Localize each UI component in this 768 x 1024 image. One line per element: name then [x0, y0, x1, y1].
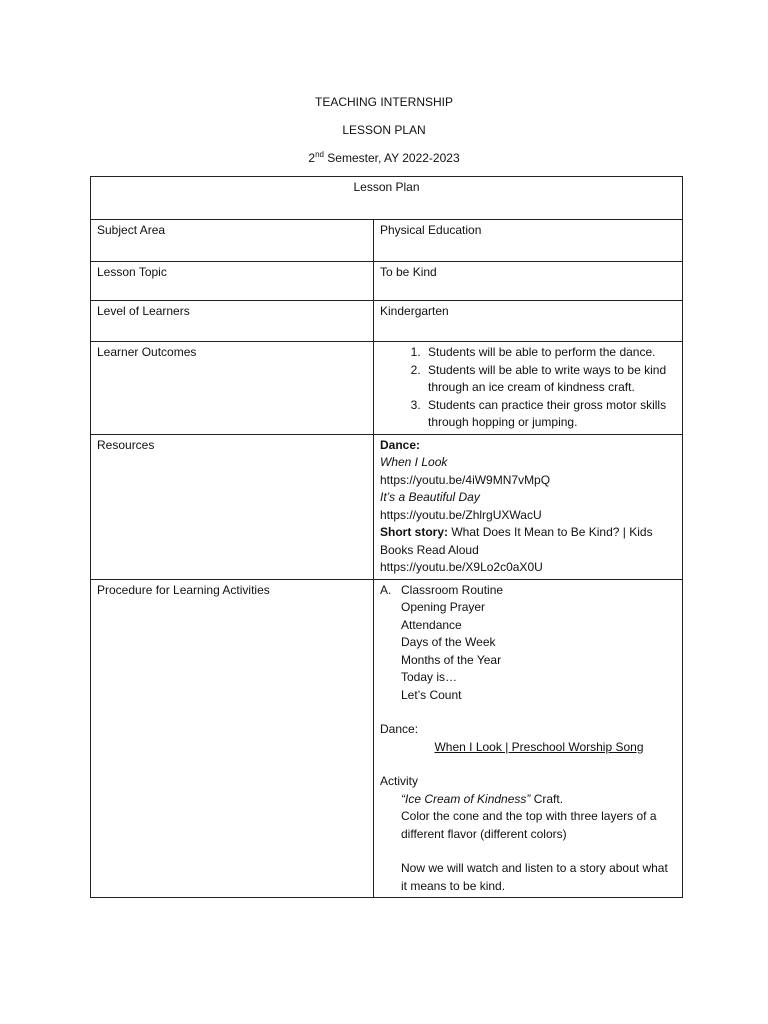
level-label: Level of Learners	[91, 301, 374, 342]
resource-song-title: It’s a Beautiful Day	[380, 490, 480, 504]
craft-title	[380, 791, 676, 809]
craft-suffix: Craft.	[530, 791, 564, 806]
resources-cell	[374, 434, 683, 579]
story-intro: Now we will watch and listen to a story about what it means to be kind.	[401, 861, 668, 893]
routine-item: Months of the Year	[401, 652, 502, 667]
section-title: Classroom Routine	[401, 582, 504, 597]
resources-dance-label: Dance:	[380, 437, 421, 452]
dance-link[interactable]: When I Look | Preschool Worship Song	[434, 739, 644, 754]
resource-story-url[interactable]: https://youtu.be/X9Lo2c0aX0U	[380, 560, 543, 574]
outcomes-label: Learner Outcomes	[91, 342, 374, 435]
routine-item: Today is…	[401, 670, 458, 684]
craft-instruction: Color the cone and the top with three layers of a different flavor (different colors)	[401, 809, 657, 841]
activity-label: Activity	[380, 774, 419, 788]
resource-song-title: When I Look	[380, 455, 448, 469]
resource-song-url[interactable]: https://youtu.be/4iW9MN7vMpQ	[380, 472, 551, 487]
story-label: Short story:	[380, 525, 449, 539]
lesson-plan-table	[90, 176, 683, 898]
routine-item: Attendance	[401, 617, 462, 632]
outcomes-cell	[374, 342, 683, 435]
topic-value: To be Kind	[374, 262, 683, 301]
outcome-item: 3. Students can practice their gross motor skills through hopping or jumping.	[424, 397, 676, 432]
story-title: What Does It Mean to Be Kind? | Kids Books Read Aloud	[380, 525, 653, 557]
routine-item: Opening Prayer	[401, 600, 486, 614]
doc-heading-lesson-plan: LESSON PLAN	[342, 123, 426, 137]
level-value: Kindergarten	[374, 301, 683, 342]
craft-name: “Ice Cream of Kindness”	[401, 791, 531, 806]
procedure-section-heading	[380, 582, 676, 600]
subject-label: Subject Area	[91, 220, 374, 262]
procedure-cell	[374, 579, 683, 898]
table-title: Lesson Plan	[91, 177, 683, 220]
resources-label: Resources	[91, 434, 374, 579]
routine-item: Days of the Week	[401, 635, 496, 649]
resource-story	[380, 524, 676, 559]
doc-heading-semester: 2nd Semester, AY 2022-2023	[308, 150, 460, 165]
doc-heading-internship: TEACHING INTERNSHIP	[314, 95, 453, 109]
section-letter: A.	[380, 582, 392, 597]
outcomes-list	[380, 344, 676, 432]
subject-value: Physical Education	[374, 220, 683, 262]
procedure-label: Procedure for Learning Activities	[91, 579, 374, 898]
outcome-item: 2. Students will be able to write ways to be kind through an ice cream of kindness craft.	[424, 362, 676, 397]
topic-label: Lesson Topic	[91, 262, 374, 301]
routine-item: Let’s Count	[401, 687, 462, 702]
procedure-dance-label: Dance:	[380, 722, 419, 736]
outcome-item: 1. Students will be able to perform the dance.	[424, 344, 676, 362]
resource-song-url[interactable]: https://youtu.be/ZhlrgUXWacU	[380, 507, 542, 522]
